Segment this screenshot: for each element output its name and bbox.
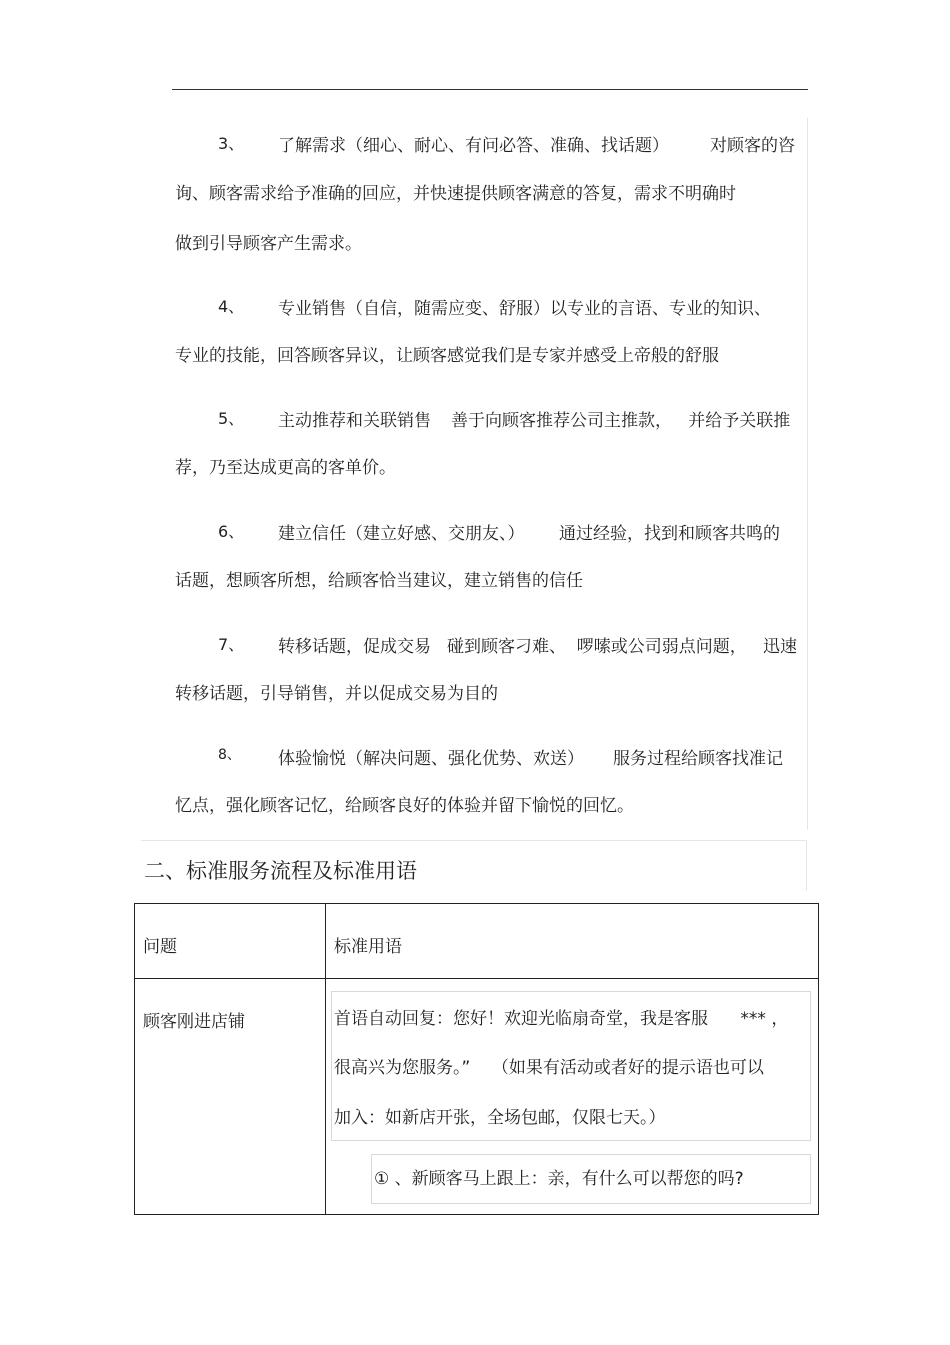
- followup-box: [371, 1154, 811, 1204]
- item-description-line: 专业的技能，回答顾客异议，让顾客感觉我们是专家并感受上帝般的舒服: [175, 346, 719, 366]
- section-title: 二、标准服务流程及标准用语: [144, 859, 417, 883]
- auto-reply-box: [331, 991, 811, 1141]
- item-number: 8、: [218, 747, 241, 763]
- followup-text: ① 、新顾客马上跟上：亲，有什么可以帮您的吗?: [374, 1169, 744, 1189]
- item-heading: 体验愉悦（解决问题、强化优势、欢送）: [278, 749, 584, 769]
- item-heading: 建立信任（建立好感、交朋友、）: [278, 524, 525, 544]
- item-description-line: 忆点，强化顾客记忆，给顾客良好的体验并留下愉悦的回忆。: [175, 796, 634, 816]
- item-number: 6、: [218, 522, 245, 541]
- service-points-list: [175, 118, 808, 830]
- header-question-label: 问题: [143, 937, 177, 957]
- standard-phrases-table: [134, 903, 819, 1215]
- item-description-line: 转移话题，引导销售，并以促成交易为目的: [175, 684, 498, 704]
- item-heading: 转移话题，促成交易: [278, 637, 431, 657]
- header-cell-question: [135, 904, 326, 979]
- item-description-line: 话题，想顾客所想，给顾客恰当建议，建立销售的信任: [175, 571, 583, 591]
- item-number: 7、: [218, 635, 245, 654]
- item-description-line: 做到引导顾客产生需求。: [175, 234, 362, 254]
- header-cell-phrase: [326, 904, 819, 979]
- phrase-cell: [326, 979, 819, 1215]
- table-header-row: [135, 904, 819, 979]
- header-rule: [172, 89, 808, 90]
- item-number: 4、: [218, 297, 245, 316]
- item-heading: 专业销售（自信，随需应变、舒服）以专业的言语、专业的知识、: [278, 299, 771, 319]
- section-header: [141, 840, 807, 891]
- question-cell: [135, 979, 326, 1215]
- item-number: 3、: [218, 134, 245, 153]
- item-description: 对顾客的咨: [710, 136, 795, 156]
- table-row: [135, 979, 819, 1215]
- item-description-line: 荐，乃至达成更高的客单价。: [175, 458, 396, 478]
- item-description: 善于向顾客推荐公司主推款， 并给予关联推: [451, 411, 791, 431]
- item-description: 服务过程给顾客找准记: [613, 749, 783, 769]
- auto-reply-line: 首语自动回复：您好！欢迎光临扇奇堂，我是客服 *** ，: [334, 1009, 789, 1029]
- question-text: 顾客刚进店铺: [143, 1012, 245, 1032]
- item-description: 通过经验，找到和顾客共鸣的: [559, 524, 780, 544]
- item-description-line: 询、顾客需求给予准确的回应，并快速提供顾客满意的答复，需求不明确时: [175, 184, 736, 204]
- item-heading: 了解需求（细心、耐心、有问必答、准确、找话题）: [278, 136, 669, 156]
- item-heading: 主动推荐和关联销售: [278, 411, 431, 431]
- auto-reply-line: 很高兴为您服务。” （如果有活动或者好的提示语也可以: [334, 1058, 764, 1078]
- header-phrase-label: 标准用语: [334, 937, 402, 957]
- auto-reply-line: 加入：如新店开张，全场包邮，仅限七天。）: [334, 1108, 666, 1128]
- item-description: 碰到顾客刁难、 啰嗦或公司弱点问题， 迅速: [447, 637, 798, 657]
- item-number: 5、: [218, 409, 245, 428]
